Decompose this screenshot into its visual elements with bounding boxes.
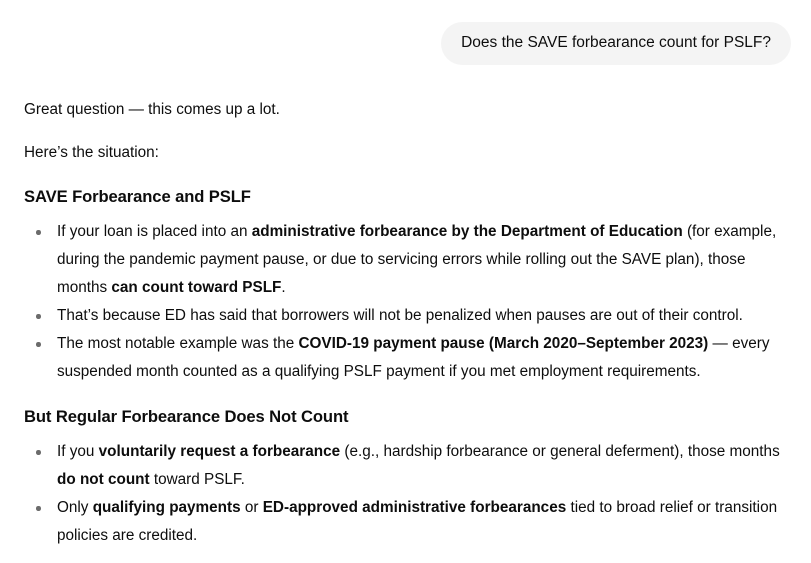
bullet-text-run: If your loan is placed into an: [57, 223, 252, 240]
bullet-text-run: (for example, during the pandemic payment pause, or due to servicing errors while rolling out the SAVE plan), those months: [57, 223, 777, 296]
bullet-list-item: [24, 218, 795, 302]
bullet-list: [24, 438, 795, 550]
bullet-text-emphasis: qualifying payments: [92, 499, 241, 516]
bullet-text-run: toward PSLF.: [149, 471, 245, 488]
bullet-list-item: [24, 330, 795, 386]
bullet-marker-icon: [36, 314, 41, 319]
bullet-list: [24, 218, 795, 386]
bullet-list-item: [24, 438, 795, 494]
assistant-intro-paragraph: Great question — this comes up a lot.: [24, 101, 280, 118]
assistant-sections: [24, 186, 795, 550]
bullet-text-run: (e.g., hardship forbearance or general deferment), those months: [340, 443, 780, 460]
bullet-text-run: or: [240, 499, 263, 516]
bullet-text-run: If you: [57, 443, 99, 460]
assistant-message: [0, 65, 811, 550]
bullet-list-item: [24, 302, 795, 330]
bullet-text-run: — every suspended month counted as a qualifying PSLF payment if you met employment requirements.: [57, 335, 770, 380]
bullet-text-run: That’s because ED has said that borrowers will not be penalized when pauses are out of their control.: [57, 307, 743, 324]
bullet-text-run: The most notable example was the: [57, 335, 299, 352]
bullet-text-emphasis: voluntarily request a forbearance: [98, 443, 341, 460]
bullet-text-emphasis: COVID-19 payment pause (March 2020–September 2023): [298, 335, 709, 352]
bullet-text-emphasis: do not count: [57, 471, 150, 488]
bullet-text-run: Only: [57, 499, 93, 516]
bullet-text-emphasis: administrative forbearance by the Department of Education: [251, 223, 683, 240]
assistant-lead-in-paragraph: Here’s the situation:: [24, 144, 159, 161]
bullet-marker-icon: [36, 450, 41, 455]
section-heading: SAVE Forbearance and PSLF: [24, 187, 251, 206]
user-message-row: [0, 0, 811, 65]
bullet-text-emphasis: ED-approved administrative forbearances: [262, 499, 567, 516]
bullet-text-emphasis: can count toward PSLF: [111, 279, 282, 296]
user-message-bubble[interactable]: Does the SAVE forbearance count for PSLF?: [441, 22, 791, 65]
bullet-marker-icon: [36, 506, 41, 511]
bullet-marker-icon: [36, 342, 41, 347]
bullet-list-item: [24, 494, 795, 550]
bullet-text-run: tied to broad relief or transition policies are credited.: [57, 499, 778, 544]
bullet-text-run: .: [281, 279, 286, 296]
bullet-marker-icon: [36, 230, 41, 235]
section-heading: But Regular Forbearance Does Not Count: [24, 407, 349, 426]
